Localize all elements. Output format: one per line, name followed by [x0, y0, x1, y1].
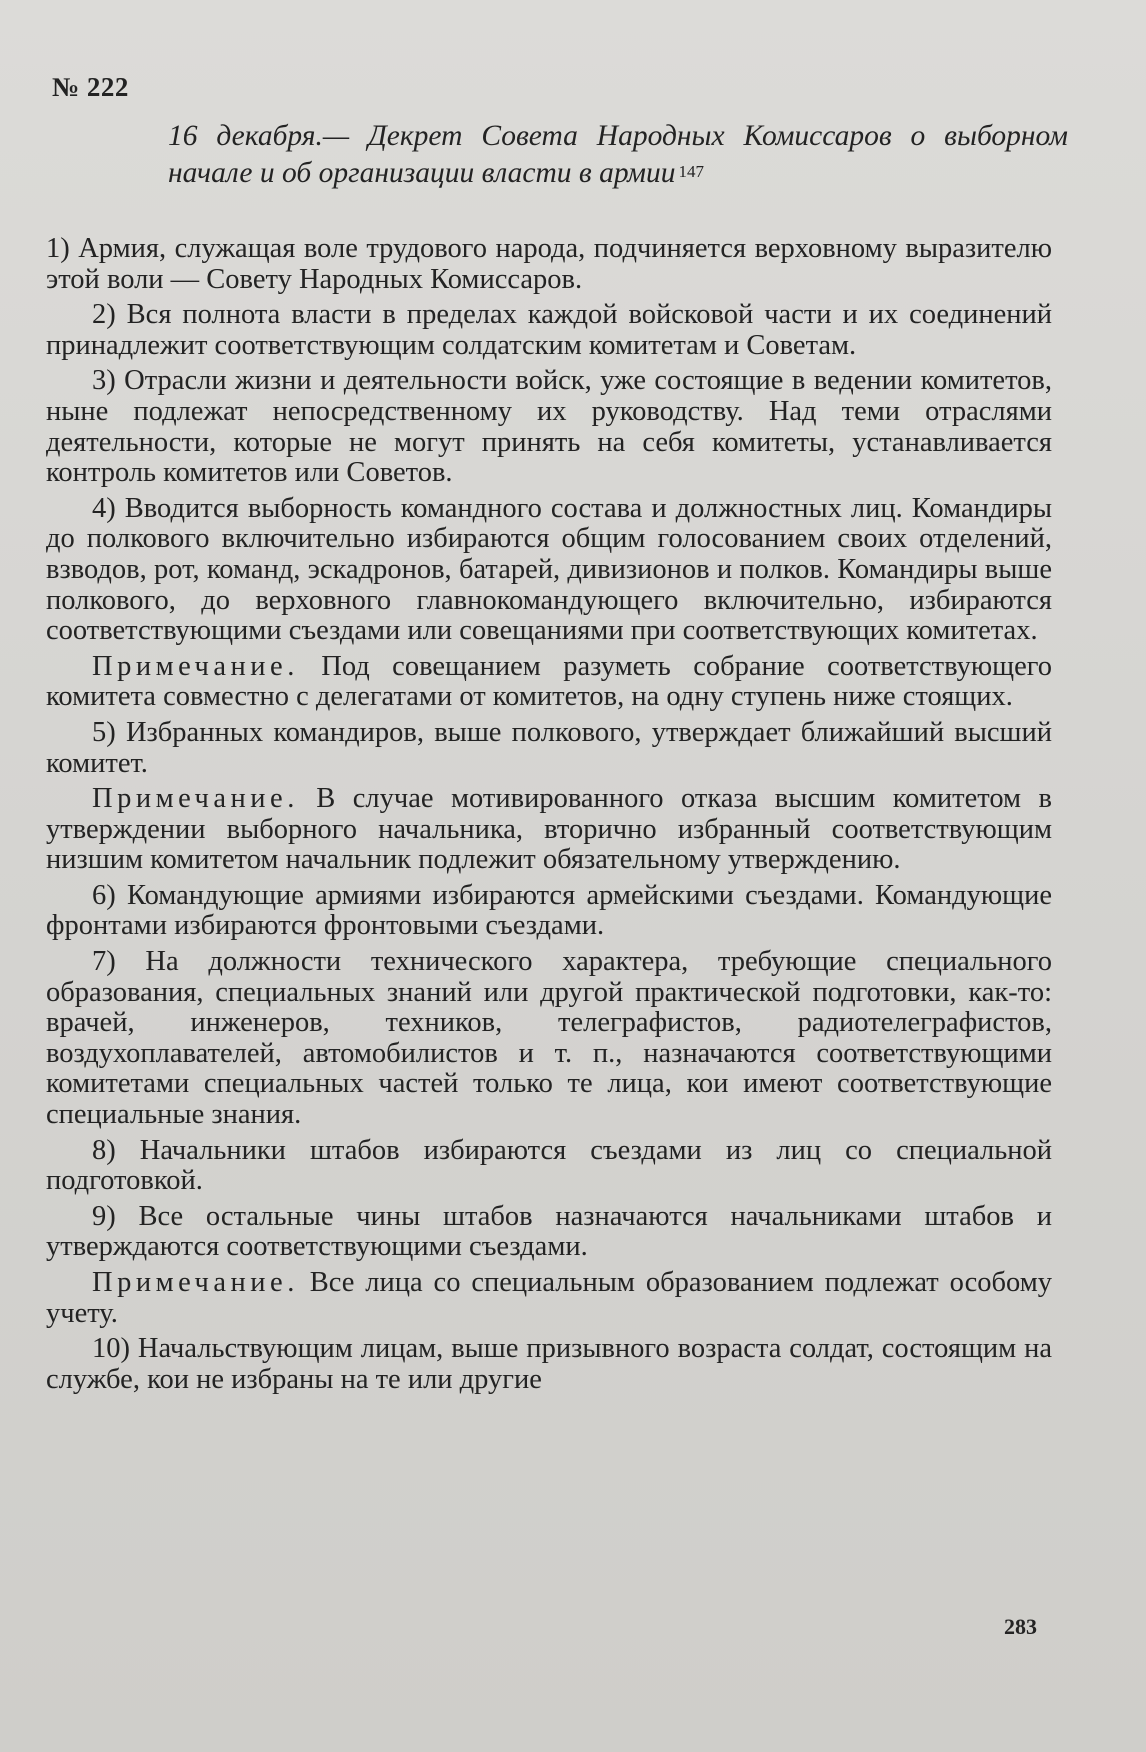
document-number: № 222	[52, 72, 129, 102]
note-label: Примечание.	[92, 1267, 299, 1298]
document-body	[46, 234, 1052, 1395]
note-label: Примечание.	[92, 783, 299, 815]
paragraph-9: 9) Все остальные чины штабов назначаются начальниками штабов и утверждаются соответствующими съездами.	[46, 1200, 1052, 1263]
paragraph-3: 3) Отрасли жизни и деятельности войск, уже состоящие в ведении комитетов, ныне подлежат непосредственному их руководству. Над теми отраслями деятельности, которые не могут принять на себя комитеты, устанавливается контроль комитетов или Советов.	[46, 365, 1052, 489]
paragraph-10: 10) Начальствующим лицам, выше призывного возраста солдат, состоящим на службе, кои не избраны на те или другие	[46, 1333, 1052, 1395]
paragraph-5: 5) Избранных командиров, выше полкового, утверждает ближайший высший комитет.	[46, 716, 1052, 779]
note-1	[46, 652, 1052, 713]
footnote-reference: 147	[678, 162, 704, 181]
paragraph-8: 8) Начальники штабов избираются съездами из лиц со специальной подготовкой.	[46, 1134, 1052, 1197]
note-text: В случае мотивированного отказа высшим комитетом в утверждении выборного начальника, вторично избранный соответствующим низшим комитетом начальник подлежит обязательному утверждению.	[46, 783, 1052, 876]
paragraph-6: 6) Командующие армиями избираются армейскими съездами. Командующие фронтами избираются фронтовыми съездами.	[46, 879, 1052, 942]
note-label: Примечание.	[92, 650, 299, 682]
page-number: 283	[1004, 1614, 1037, 1639]
note-3	[46, 1268, 1052, 1329]
paragraph-2: 2) Вся полнота власти в пределах каждой войсковой части и их соединений принадлежит соответствующим солдатским комитетам и Советам.	[46, 299, 1052, 361]
paragraph-1: 1) Армия, служащая воле трудового народа, подчиняется верховному выразителю этой воли — Совету Народных Комиссаров.	[46, 233, 1052, 295]
note-text: Под совещанием разуметь собрание соответствующего комитета совместно с делегатами от комитетов, на одну ступень ниже стоящих.	[46, 650, 1052, 713]
note-text: Все лица со специальным образованием подлежат особому учету.	[46, 1267, 1052, 1329]
paragraph-7: 7) На должности технического характера, требующие специального образования, специальных знаний или другой практической подготовки, как-то: врачей, инженеров, техников, телеграфистов, радиотелеграфистов, воздухоплавателей, автомобилистов и т. п., назначаются соответствующими комитетами специальных частей только те лица, кои имеют соответствующие специальные знания.	[46, 946, 1052, 1131]
paragraph-4: 4) Вводится выборность командного состава и должностных лиц. Командиры до полкового включительно избираются общим голосованием своих отделений, взводов, рот, команд, эскадронов, батарей, дивизионов и полков. Командиры выше полкового, до верховного главнокомандующего включительно, избираются соответствующими съездами или совещаниями при соответствующих комитетах.	[46, 492, 1052, 647]
note-2	[46, 784, 1052, 876]
document-heading	[168, 118, 1068, 192]
heading-text: 16 декабря.— Декрет Совета Народных Комиссаров о выборном начале и об организации власти в армии	[168, 120, 1068, 189]
